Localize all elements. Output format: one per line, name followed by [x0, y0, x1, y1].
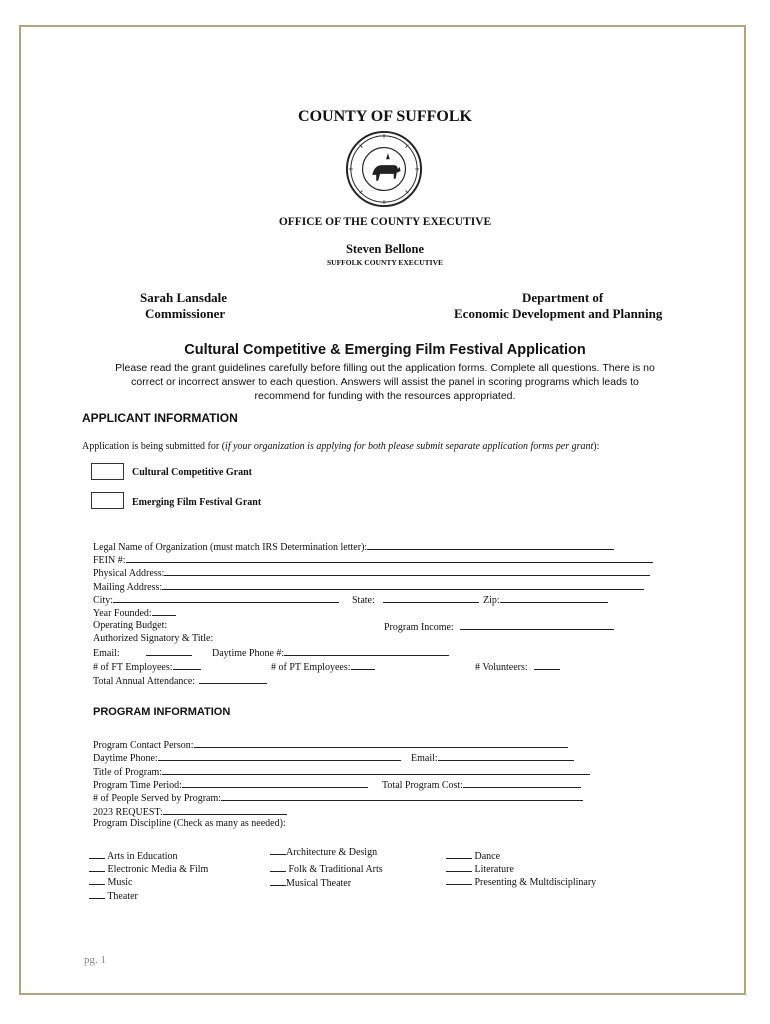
daytime-phone-field[interactable]: Daytime Phone #:	[212, 646, 449, 659]
discipline-option[interactable]: Theater	[89, 889, 138, 902]
discipline-option[interactable]: Electronic Media & Film	[89, 862, 208, 875]
submitted-for-text: Application is being submitted for (if your organization is applying for both please submit separate application forms per grant):	[82, 441, 600, 452]
executive-name: Steven Bellone	[345, 242, 425, 256]
discipline-option[interactable]: Architecture & Design	[270, 845, 377, 858]
intro-line-3: recommend for funding with the resources appropriated.	[254, 390, 516, 402]
commissioner-title: Commissioner	[145, 306, 226, 321]
city-field[interactable]: City:	[93, 593, 339, 606]
county-title: COUNTY OF SUFFOLK	[298, 108, 472, 125]
emerging-film-checkbox[interactable]	[91, 492, 124, 509]
office-title: OFFICE OF THE COUNTY EXECUTIVE	[278, 216, 492, 228]
intro-line-2: correct or incorrect answer to each question. Answers will assist the panel in scoring programs which leads to	[131, 376, 639, 388]
page-number: pg. 1	[84, 954, 106, 966]
discipline-option[interactable]: Musical Theater	[270, 876, 351, 889]
year-founded-field[interactable]: Year Founded:	[93, 606, 176, 619]
discipline-option[interactable]: Music	[89, 875, 133, 888]
program-phone-field[interactable]: Daytime Phone:	[93, 751, 401, 764]
request-field[interactable]: 2023 REQUEST:	[93, 805, 287, 818]
program-heading: PROGRAM INFORMATION	[93, 706, 231, 718]
cultural-competitive-label: Cultural Competitive Grant	[132, 467, 252, 478]
cultural-competitive-checkbox[interactable]	[91, 463, 124, 480]
legal-name-field[interactable]: Legal Name of Organization (must match IRS Determination letter):	[93, 540, 614, 553]
authorized-signatory-field[interactable]: Authorized Signatory & Title:	[93, 633, 214, 644]
mailing-address-field[interactable]: Mailing Address:	[93, 580, 644, 593]
form-title: Cultural Competitive & Emerging Film Festival Application	[184, 342, 586, 358]
program-contact-field[interactable]: Program Contact Person:	[93, 738, 568, 751]
people-served-field[interactable]: # of People Served by Program:	[93, 791, 583, 804]
program-title-field[interactable]: Title of Program:	[93, 765, 590, 778]
applicant-heading: APPLICANT INFORMATION	[82, 411, 238, 425]
fein-field[interactable]: FEIN #:	[93, 553, 653, 566]
email-field[interactable]: Email:	[93, 646, 192, 659]
discipline-option[interactable]: Dance	[446, 849, 500, 862]
intro-line-1: Please read the grant guidelines carefully before filling out the application forms. Complete all questions. There is no	[115, 362, 655, 374]
discipline-option[interactable]: Folk & Traditional Arts	[270, 862, 383, 875]
program-email-field[interactable]: Email:	[411, 751, 574, 764]
county-seal-icon	[345, 130, 423, 208]
program-income-field[interactable]: Program Income:	[384, 620, 614, 633]
physical-address-field[interactable]: Physical Address:	[93, 566, 650, 579]
emerging-film-label: Emerging Film Festival Grant	[132, 497, 262, 508]
discipline-label: Program Discipline (Check as many as needed):	[93, 818, 286, 829]
commissioner-name: Sarah Lansdale	[140, 290, 228, 305]
pt-employees-field[interactable]: # of PT Employees:	[271, 660, 375, 673]
discipline-option[interactable]: Arts in Education	[89, 849, 178, 862]
zip-field[interactable]: Zip:	[483, 593, 608, 606]
discipline-option[interactable]: Literature	[446, 862, 514, 875]
program-cost-field[interactable]: Total Program Cost:	[382, 778, 581, 791]
program-period-field[interactable]: Program Time Period:	[93, 778, 368, 791]
operating-budget-field[interactable]: Operating Budget:	[93, 620, 168, 631]
executive-title: SUFFOLK COUNTY EXECUTIVE	[327, 258, 443, 267]
ft-employees-field[interactable]: # of FT Employees:	[93, 660, 201, 673]
discipline-option[interactable]: Presenting & Multdisciplinary	[446, 875, 596, 888]
department-line2: Economic Development and Planning	[454, 306, 663, 321]
volunteers-field[interactable]: # Volunteers:	[475, 660, 560, 673]
state-field[interactable]: State:	[352, 593, 479, 606]
department-line1: Department of	[522, 290, 604, 305]
total-attendance-field[interactable]: Total Annual Attendance:	[93, 674, 267, 687]
